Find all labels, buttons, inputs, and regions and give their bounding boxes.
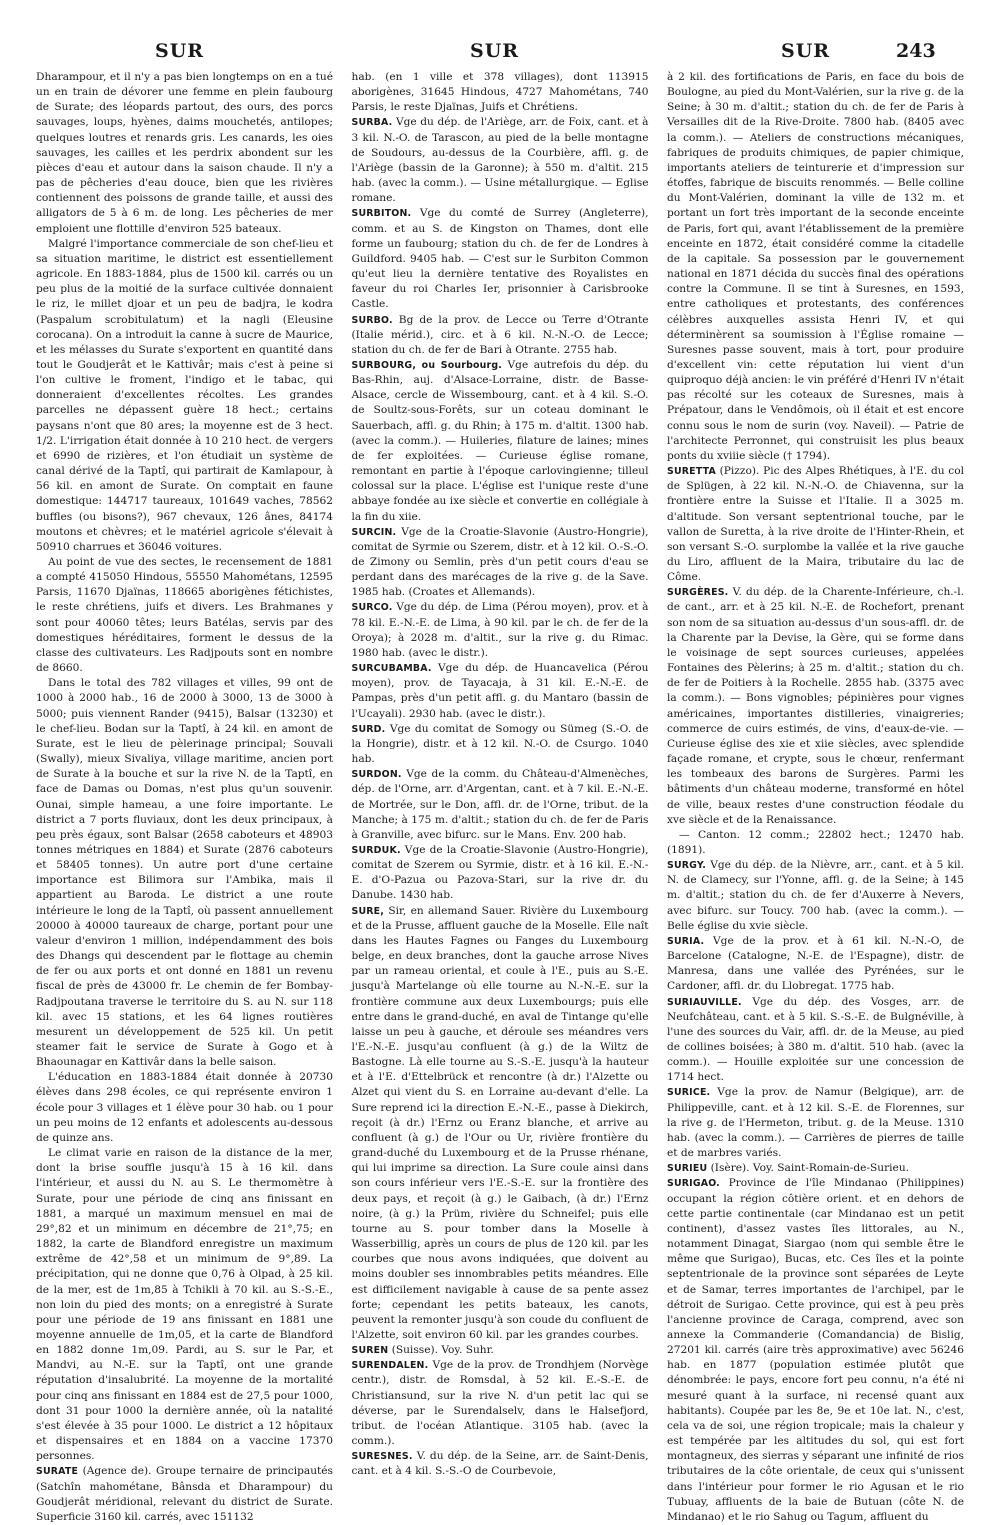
- entry-headword: SURIAUVILLE.: [667, 996, 742, 1008]
- entry-headword: SURICE.: [667, 1087, 711, 1099]
- entry-text: Vge du comté de Surrey (Angleterre), comm. et au S. de Kingston on Thames, dont elle forme un faubourg; station du ch. de fer de Londres à Guildford. 9405 hab. — C'est sur le Surbiton Common qu'eut lieu la dernière tentative des Royalistes en faveur du roi Charles Ier, prisonnier à Carisbrooke Castle.: [351, 207, 649, 311]
- column-middle: [351, 70, 649, 1478]
- running-head-left: SUR: [155, 40, 205, 62]
- entry-headword: SURE,: [351, 905, 385, 917]
- entry-text: Vge de la Croatie-Slavonie (Austro-Hongrie), comitat de Syrmie ou Szerem, distr. et à 12 kil. O.-S.-O. de Zimony ou Semlin, près d'un petit cours d'eau se perdant dans des marécages de la rive g. de la Save. 1985 hab. (Croates et Allemands).: [351, 525, 649, 599]
- entry-text: Bg de la prov. de Lecce ou Terre d'Otrante (Italie mérid.), circ. et à 6 kil. N.-N.-O. de Lecce; station du ch. de fer de Bari à Otrante. 2755 hab.: [351, 313, 649, 356]
- entry-text: à 2 kil. des fortifications de Paris, en face du bois de Boulogne, au pied du Mont-Valérien, sur la rive g. de la Seine; à 30 m. d'altit.; station du ch. de fer de Paris à Versailles dit de la Rive-Droite. 7800 hab. (8405 avec la comm.). — Ateliers de constructions mécaniques, fabriques de produits chimiques, de papier chimique, importants ateliers de teinturerie et d'impression sur étoffes, fabrique de biscuits renommés. — Belle colline du Mont-Valérien, dominant la ville de 132 m. et portant un fort très important de la seconde enceinte de Paris, fort qui, avant l'établissement de la première enceinte en 1872, était considéré comme la citadelle de la capitale. Sa possession par le gouvernement national en 1871 décida du succès final des opérations contre la Commune. Il se tint à Suresnes, en 1593, entre catholiques et protestants, des conférences célèbres auxquelles assista Henri IV, et qui déterminèrent sa soumission à l'Église romaine — Suresnes passe souvent, mais à tort, pour produire d'excellent vin: cette réputation lui vient d'un quiproquo déjà ancien: le vin préféré d'Henri IV n'était pas récolté sur les coteaux de Suresnes, mais à Prépatour, dans le Vendômois, où il était et est encore connu sous le nom de surin (voy. Naveil). — Patrie de l'architecte Perronnet, qui construisit les plus beaux ponts du xviiie siècle († 1794).: [667, 71, 964, 462]
- dictionary-entry: [667, 585, 964, 828]
- dictionary-entry: [352, 843, 649, 904]
- entry-headword: SURBA.: [351, 117, 393, 129]
- dictionary-entry: [352, 206, 649, 312]
- entry-headword: SURCUBAMBA.: [351, 663, 432, 675]
- entry-headword: SURESNES.: [351, 1451, 413, 1463]
- dictionary-columns: [36, 70, 965, 1523]
- entry-text: (Pizzo). Pic des Alpes Rhétiques, à l'E. du col de Splügen, à 22 kil. N.-N.-O. de Chiavenna, sur la frontière entre la Suisse et l'Italie. Il a 3025 m. d'altitude. Son versant septentrional touche, par le vallon de Suretta, à la rive droite de l'Hinter-Rhein, et son versant S.-O. surplombe la vallée et la rive gauche du Liro, affluent de la Maira, tributaire du lac de Côme.: [667, 465, 964, 584]
- dictionary-entry: [667, 1176, 964, 1525]
- entry-paragraph: [36, 70, 333, 237]
- entry-headword: SURIGAO.: [667, 1178, 720, 1190]
- entry-text: Vge de la Croatie-Slavonie (Austro-Hongrie), comitat de Szerem ou Syrmie, distr. et à 16 kil. E.-N.-E. d'O-Pazua ou Pazova-Stari, sur la rive dr. du Danube. 1430 hab.: [351, 843, 649, 902]
- entry-text: Vge du dép. de Lima (Pérou moyen), prov. et à 78 kil. E.-N.-E. de Lima, à 90 kil. par le ch. de fer de la Oroya); à 2028 m. d'altit., sur la rive g. du Rimac. 1980 hab. (avec le distr.).: [351, 601, 649, 659]
- entry-text: Le climat varie en raison de la distance de la mer, dont la brise souffle jusqu'à 15 à 16 kil. dans l'intérieur, et aussi du N. au S. Le thermomètre à Surate, pour une période de cinq ans finissant en 1881, a marqué un maximum mensuel en mai de 29°,82 et un minimum en décembre de 21°,75; en 1882, la carte de Blandford enregistre un maximum extrême de 42°,58 et un minimum de 9°,89. La précipitation, qui ne donne que 0,76 à Olpad, à 25 kil. de la mer, est de 1m,85 à Tchikli à 70 kil. au S.-S.-E., non loin du pied des monts; on a enregistré à Surate pour une période de 19 ans finissant en 1881 une moyenne annuelle de 1m,05, et la carte de Blandford en 1882 donne 1m,09. Pardi, au S. sur le Par, et Mandvi, au N.-E. sur la Taptî, ont une grande réputation d'insalubrité. La moyenne de la mortalité pour cinq ans finissant en 1884 est de 27,5 pour 1000, dont 31 pour 1000 la dernière année, où la natalité s'est élevée à 35 pour 1000. Le district a 12 hôpitaux et dispensaires et en 1884 on a vaccine 17370 personnes.: [36, 1147, 333, 1463]
- entry-text: (Suisse). Voy. Suhr.: [391, 1344, 494, 1357]
- entry-text: Vge du dép. de Huancavelica (Pérou moyen), prov. de Tayacaja, à 31 kil. E.-N.-E. de Pampas, près d'un petit affl. g. du Mantaro (bassin de l'Ucayali). 2930 hab. (avec le distr.).: [351, 662, 649, 720]
- entry-text: hab. (en 1 ville et 378 villages), dont 113915 aborigènes, 31645 Hindous, 4727 Mahométans, 740 Parsis, le reste Djaïnas, Juifs et Chrétiens.: [351, 71, 649, 114]
- entry-headword: SURGÈRES.: [667, 587, 729, 599]
- dictionary-entry: [352, 722, 649, 767]
- entry-headword: SURIA.: [667, 935, 705, 947]
- entry-text: Vge du comitat de Somogy ou Sümeg (S.-O. de la Hongrie), distr. et à 12 kil. N.-O. de Csurgo. 1040 hab.: [351, 722, 649, 766]
- entry-headword: SURDON.: [351, 769, 402, 781]
- entry-paragraph: [352, 70, 649, 115]
- dictionary-entry: [667, 934, 964, 995]
- entry-headword: SURENDALEN.: [351, 1360, 429, 1372]
- entry-text: Au point de vue des sectes, le recensement de 1881 a compté 415050 Hindous, 55550 Mahométans, 12595 Parsis, 11670 Djaïnas, 118665 aborigènes fétichistes, le reste chrétiens, juifs et divers. Les Brahmanes y sont pour 40060 têtes; leurs Batélas, servis par des domestiques héréditaires, forment le dessus de la classe des cultivateurs. Les Radjpouts sont en nombre de 8660.: [36, 556, 333, 675]
- entry-text: (Isère). Voy. Saint-Romain-de-Surieu.: [710, 1162, 910, 1175]
- dictionary-entry: [667, 1085, 964, 1161]
- dictionary-entry: [352, 115, 649, 206]
- dictionary-entry: [352, 661, 649, 722]
- entry-paragraph: [667, 70, 964, 464]
- entry-text: L'éducation en 1883-1884 était donnée à 20730 élèves dans 298 écoles, ce qui représente environ 1 école pour 3 villages et 1 élève pour 30 hab. ou 1 pour un peu moins de 12 enfants et adolescents au-dessous de quinze ans.: [36, 1071, 333, 1144]
- running-head-right: SUR: [781, 40, 831, 62]
- dictionary-entry: [667, 1161, 964, 1176]
- entry-text: Vge du dép. de la Nièvre, arr., cant. et à 5 kil. N. de Clamecy, sur l'Yonne, affl. g. de la Seine; à 145 m. d'altit.; station du ch. de fer d'Auxerre à Nevers, avec bifurc. sur Toucy. 700 hab. (avec la comm.). — Belle église du xvie siècle.: [667, 859, 964, 932]
- entry-paragraph: [36, 676, 333, 1070]
- entry-text: Vge de la prov. et à 61 kil. N.-N.-O, de Barcelone (Catalogne, N.-E. de l'Espagne), distr. de Manresa, dans une vallée des Pyrénées, sur le Cardoner, affl. dr. du Llobregat. 1775 hab.: [667, 934, 965, 993]
- entry-text: Vge la prov. de Namur (Belgique), arr. de Philippeville, cant. et à 12 kil. S.-E. de Florennes, sur la rive g. de l'Hermeton, tribut. g. de la Meuse. 1310 hab. (avec la comm.). — Carrières de pierres de taille et de marbres variés.: [667, 1086, 964, 1160]
- page-number: 243: [896, 40, 936, 62]
- entry-text: (Agence de). Groupe ternaire de principautés (Satchîn mahométane, Bânsda et Dharampour) du Goudjerât méridional, relevant du district de Surate. Superficie 3160 kil. carrés, avec 151132: [36, 1465, 333, 1523]
- entry-text: V. du dép. de la Seine, arr. de Saint-Denis, cant. et à 4 kil. S.-S.-O de Courbevoie,: [351, 1450, 649, 1478]
- dictionary-entry: [352, 904, 649, 1344]
- entry-text: V. du dép. de la Charente-Inférieure, ch.-l. de cant., arr. et à 25 kil. N.-E. de Rochefort, prenant son nom de sa situation au-dessus d'un sous-affl. dr. de la Charente par la Devise, la Gère, qui se forme dans le voisinage de sept sources curieuses, appelées Fontaines des Pèlerins; à 25 m. d'altit.; station du ch. de fer de Poitiers à la Rochelle. 2855 hab. (3375 avec la comm.). — Bons vignobles; pépinières pour vignes américaines, importantes distilleries, vinaigreries; commerce de cuirs estimés, de vins, d'eaux-de-vie. — Curieuse église des xie et xiie siècles, avec splendide façade romane, et crypte, sous le chœur, renfermant les tombeaux des barons de Surgères. Parmi les bâtiments d'un château moderne, transformé en hôtel de ville, beaux restes d'une construction féodale du xve siècle et de la Renaissance.: [667, 586, 964, 826]
- entry-paragraph: [36, 237, 333, 555]
- dictionary-entry: [352, 1449, 649, 1479]
- entry-text: Vge de la comm. du Château-d'Almenèches, dép. de l'Orne, arr. d'Argentan, cant. et à 7 kil. E.-N.-E. de Mortrée, sur le Don, affl. dr. de l'Orne, tribut. de la Manche; à 175 m. d'altit.; station du ch. de fer de Paris à Granville, avec bifurc. sur le Mans. Env. 200 hab.: [351, 768, 649, 841]
- dictionary-entry: [352, 767, 649, 843]
- entry-text: Dans le total des 782 villages et villes, 99 ont de 1000 à 2000 hab., 16 de 2000 à 3000, 13 de 3000 à 5000; puis viennent Rander (9415), Balsar (13230) et le chef-lieu. Bodan sur la Taptî, à 24 kil. en amont de Surate, est le lieu de pèlerinage principal; Souvali (Swally), mieux Sivaliya, village maritime, ancien port de Surate à la bouche et sur la rive N. de la Taptî, en face de Damas ou Domas, n'est plus qu'un souvenir. Ounai, simple hameau, a une foire importante. Le district a 7 ports fluviaux, dont les deux principaux, à peu près égaux, sont Balsar (2658 caboteurs et 48903 tonnes métriques en 1884) et Surate (2876 caboteurs et 58405 tonnes). Un autre port d'une certaine importance est Bilimora sur l'Ambika, mais il appartient au Baroda. Le district a une route intérieure le long de la Taptî, où passent annuellement 20000 à 40000 taureaux de charge, portant pour une valeur d'environ 1 million, indépendamment des bois des Dhangs qui descendent par le flottage au chemin de fer ou aux ports et ont donné en 1881 un revenu fiscal de près de 43000 fr. Le chemin de fer Bombay-Radjpoutana traverse le territoire du S. au N. sur 118 kil. avec 15 stations, et les 64 lignes routières mesurent un développement de 525 kil. Un petit steamer fait le service de Surate à Gogo et à Bhaounagar en Kattivâr dans la belle saison.: [36, 677, 333, 1069]
- entry-text: — Canton. 12 comm.; 22802 hect.; 12470 hab. (1891).: [667, 828, 964, 856]
- entry-text: Vge du dép. de l'Ariège, arr. de Foix, cant. et à 3 kil. N.-O. de Tarascon, au pied de la belle montagne de Soudours, au-dessus de la Courbière, affl. g. de l'Ariège (bassin de la Garonne); à 550 m. d'altit. 215 hab. (avec la comm.). — Usine métallurgique. — Eglise romane.: [351, 116, 649, 205]
- entry-text: Vge autrefois du dép. du Bas-Rhin, auj. d'Alsace-Lorraine, distr. de Basse-Alsace, cercle de Wissembourg, cant. et à 4 kil. S.-O. de Soultz-sous-Forêts, sur un coteau dominant le Sauerbach, affl. g. du Rhin; à 175 m. d'altit. 1300 hab. (avec la comm.). — Huileries, filature de laines; mines de fer exploitées. — Curieuse église romane, remontant en partie à l'époque carlovingienne; tilleul colossal sur la place. L'église est l'unique reste d'une abbaye fondée au ixe siècle et convertie en collégiale à la fin du xiie.: [351, 358, 649, 523]
- entry-text: Dharampour, et il n'y a pas bien longtemps on en a tué un en train de dévorer une femme en plein faubourg de Surate; des léopards partout, des ours, des porcs sauvages, loups, hyènes, daims mouchetés, antilopes; quelques loutres et renards gris. Les canards, les oies sauvages, les cailles et les perdrix abondent sur les pièces d'eau et autour dans la saison chaude. Il n'y a pas de pêcheries d'eau douce, bien que les rivières contiennent des poissons de grande taille, et aussi des alligators de 5 à 6 m. de long. Les pêcheries de mer emploient une flottille d'environ 525 bateaux.: [36, 71, 333, 235]
- entry-headword: SURBITON.: [351, 208, 412, 220]
- entry-text: Sir, en allemand Sauer. Rivière du Luxembourg et de la Prusse, affluent gauche de la Moselle. Elle naît dans les Hautes Fagnes ou Fanges du Luxembourg belge, en deux branches, dont la gauche arrose Nives par un rameau oriental, et coule à l'E., puis au S.-E. jusqu'à Martelange où elle tourne au N.-N.-E. sur la frontière commune aux deux Luxembourgs; puis elle entre dans le grand-duché, en aval de Tintange qu'elle laisse un peu à gauche, et déroule ses méandres vers l'E.-N.-E. jusqu'au confluent (à g.) de la Wiltz de Bastogne. Là elle tourne au S.-S.-E. jusqu'à la hauteur et à l'E. d'Ettelbrück et rencontre (à dr.) l'Alzette ou Alzet qui vient du S. en Lorraine au-devant d'elle. La Sure reprend ici la direction E.-N.-E., passe à Diekirch, reçoit (à dr.) l'Ernz ou Eranz blanche, et arrive au confluent (à g.) de l'Our ou Ur, rivière frontière du grand-duché du Luxembourg et de la Prusse rhénane, qui lui imprime sa direction. La Sure coule ainsi dans son cours inférieur vers l'E.-S.-E. sur la frontière des deux pays, et reçoit (à g.) le Gaibach, (à dr.) l'Ernz noire, (à g.) la Prüm, rivière du Schneifel; puis elle tourne au S. pour tomber dans la Moselle à Wasserbillig, après un cours de plus de 120 kil. par les courbes que nous avons indiquées, que doivent au moins doubler ses innombrables petits méandres. Elle est difficilement navigable à cause de sa pente assez forte; cependant les petits bateaux, les canots, peuvent la remonter jusqu'à son coude du confluent de l'Alzette, soit environ 60 kil. par les grandes courbes.: [351, 904, 649, 1341]
- dictionary-entry: [352, 1358, 649, 1449]
- entry-headword: SURD.: [351, 723, 386, 735]
- dictionary-entry: [352, 358, 649, 525]
- dictionary-entry: [352, 313, 649, 358]
- dictionary-entry: [352, 1343, 649, 1358]
- entry-headword: SURBOURG, ou Sourbourg.: [351, 359, 503, 371]
- entry-headword: SURBO.: [351, 314, 393, 326]
- dictionary-entry: [352, 600, 649, 661]
- dictionary-entry: [667, 464, 964, 585]
- entry-headword: SURCO.: [351, 602, 393, 614]
- entry-text: Province de l'île Mindanao (Philippines) occupant la région côtière orient. et en dehors de cette partie continentale (car Mindanao est un petit continent), d'assez vastes îles littorales, au N., notamment Dinagat, Siargao (nom qui semble être le même que Surigao), Bucas, etc. Ces îles et la pointe septentrionale de la province sont séparées de Leyte et de Samar, terres importantes de l'archipel, par le détroit de Surigao. Cette province, qui est à peu près l'ancienne province de Caraga, comprend, avec son annexe la Commanderie (Comandancia) de Bislig, 27201 kil. carrés (aire très approximative) avec 56246 hab. en 1877 (population estimée plutôt que dénombrée: le pays, encore fort peu connu, n'a été ni mesuré quant à la surface, ni recensé quant aux habitants). Coupée par les 8e, 9e et 10e lat. N., c'est, cela va de soi, une région tropicale; mais la chaleur y est tempérée par les altitudes du sol, qui est fort montagneux, des sierras y séparant une infinité de rios tributaires de la côte orientale, de ceux qui s'unissent dans l'intérieur pour former le rio Agusan et le rio Tubuay, affluents de la baie de Butuan (côte N. de Mindanao) et le rio Sahug ou Tagum, affluent du: [667, 1177, 964, 1523]
- entry-text: Vge du dép. des Vosges, arr. de Neufchâteau, cant. et à 5 kil. S.-S.-E. de Bulgnéville, à l'une des sources du Vair, affl. dr. de la Meuse, au pied de collines boisées; à 380 m. d'altit. 510 hab. (avec la comm.). — Houille exploitée sur une concession de 1714 hect.: [667, 995, 964, 1084]
- entry-paragraph: [36, 1146, 333, 1464]
- page-header: [0, 0, 1000, 80]
- entry-headword: SURGY.: [667, 860, 707, 872]
- entry-text: Malgré l'importance commerciale de son chef-lieu et sa situation maritime, le district est essentiellement agricole. En 1883-1884, plus de 1500 kil. carrés ou un peu plus de la moitié de la surface cultivée donnaient le riz, le millet djoar et un peu de badjra, le kodra (Paspalum scrobitulatum) et la nagli (Eleusine corocana). On a introduit la canne à sucre de Maurice, et les mélasses du Surate s'exportent en quantité dans tout le Goudjerât et le Kattivâr; mais c'est à peine si l'on cultive le froment, l'indigo et le tabac, qui donneraient d'excellentes récoltes. Les grandes parcelles ne dépassent guère 18 hect.; certains paysans n'ont que 80 ares; la moyenne est de 3 hect. 1/2. L'irrigation était donnée à 10 210 hect. de vergers et 6990 de rizières, et l'on étudiait un système de canal dérivé de la Taptî, qui partirait de Kamlapour, à 56 kil. en amont de Surate. On comptait en faune domestique: 144717 taureaux, 101649 vaches, 78562 buffles (ou bisons?), 967 chevaux, 126 ânes, 84174 moutons et chèvres; et le matériel agricole s'élevait à 50910 charrues et 36046 voitures.: [36, 237, 333, 553]
- dictionary-entry: [352, 525, 649, 601]
- entry-paragraph: [36, 1070, 333, 1146]
- column-left: [36, 70, 333, 1523]
- entry-headword: SURATE: [36, 1466, 79, 1478]
- entry-headword: SURIEU: [667, 1163, 708, 1175]
- entry-headword: SURETTA: [667, 466, 716, 478]
- entry-headword: SURCIN.: [351, 526, 397, 538]
- dictionary-entry: [36, 1464, 333, 1525]
- entry-paragraph: [667, 828, 964, 858]
- entry-headword: SURDUK.: [351, 844, 401, 856]
- entry-headword: SUREN: [351, 1345, 389, 1357]
- running-head-center: SUR: [470, 40, 520, 62]
- column-right: [667, 70, 965, 1523]
- entry-text: Vge de la prov. de Trondhjem (Norvège centr.), distr. de Romsdal, à 52 kil. E.-S.-E. de Christiansund, sur la rive N. d'un petit lac qui se déverse, par le Surendalselv, dans le Halsefjord, tribut. de l'océan Atlantique. 3105 hab. (avec la comm.).: [351, 1359, 649, 1448]
- entry-paragraph: [36, 555, 333, 676]
- dictionary-entry: [667, 858, 964, 934]
- dictionary-entry: [667, 995, 964, 1086]
